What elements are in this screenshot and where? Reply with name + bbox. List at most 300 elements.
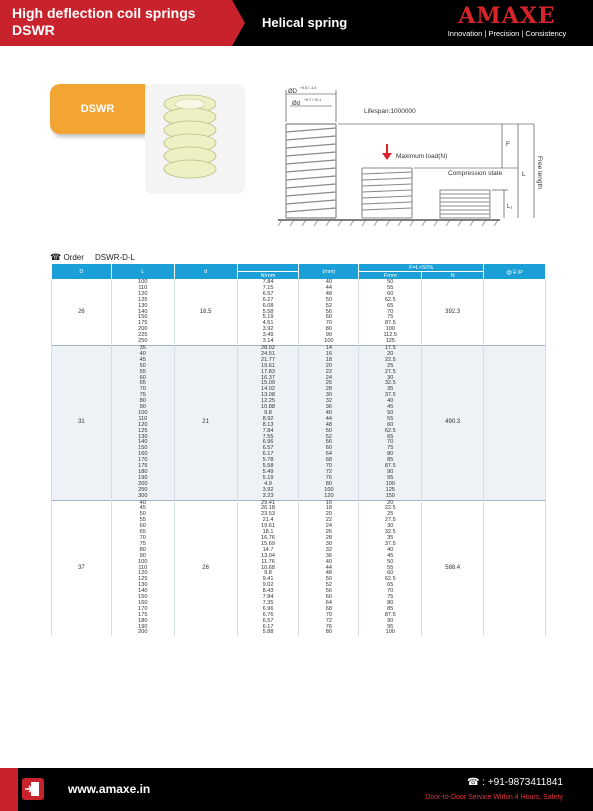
cell-mm: 50 — [299, 298, 359, 304]
cell-rate: 7.84 — [237, 280, 299, 286]
cell-length: 75 — [111, 393, 174, 399]
phone-number-text: +91-9873411841 — [487, 777, 563, 788]
cell-length: 170 — [111, 607, 174, 613]
cell-fmm: 50 — [359, 411, 422, 417]
cell-mm: 80 — [299, 327, 359, 333]
cell-mm: 56 — [299, 440, 359, 446]
footer-accent — [0, 768, 18, 811]
col-header-l: L — [111, 264, 174, 280]
cell-fmm: 20 — [359, 500, 422, 506]
brand-logo — [433, 5, 581, 38]
lifespan-label: Lifespan:1000000 — [364, 108, 416, 115]
footer-bar — [0, 768, 593, 811]
cell-length: 200 — [111, 482, 174, 488]
cell-fmm: 40 — [359, 548, 422, 554]
load-arrow-icon — [382, 153, 392, 160]
cell-mm: 64 — [299, 601, 359, 607]
cell-outer-diameter: 31 — [52, 345, 112, 500]
cell-mm: 16 — [299, 500, 359, 506]
cell-length: 140 — [111, 589, 174, 595]
cell-fmm: 55 — [359, 417, 422, 423]
cell-rate: 7.55 — [237, 435, 299, 441]
cell-length: 130 — [111, 304, 174, 310]
cell-length: 100 — [111, 280, 174, 286]
cell-mm: 70 — [299, 613, 359, 619]
cell-mm: 32 — [299, 548, 359, 554]
cell-mm: 36 — [299, 554, 359, 560]
cell-fmm: 85 — [359, 458, 422, 464]
cell-inner-diameter: 16.5 — [174, 280, 237, 346]
cell-rate: 21.77 — [237, 358, 299, 364]
order-code: DSWR-D-L — [95, 253, 136, 262]
product-label-tab — [50, 84, 145, 134]
cell-length: 120 — [111, 423, 174, 429]
cell-length: 70 — [111, 536, 174, 542]
cell-rate: 7.15 — [237, 286, 299, 292]
cell-fmm: 55 — [359, 566, 422, 572]
col-header-price: @￥/P — [484, 264, 546, 280]
page-title-line2: DSWR — [12, 22, 55, 38]
cell-length: 50 — [111, 364, 174, 370]
cell-fmm: 50 — [359, 560, 422, 566]
cell-length: 150 — [111, 315, 174, 321]
cell-fmm: 35 — [359, 536, 422, 542]
cell-length: 80 — [111, 399, 174, 405]
col-header-d-small: d — [174, 264, 237, 280]
cell-rate: 14.7 — [237, 548, 299, 554]
product-photo — [145, 84, 245, 194]
cell-mm: 52 — [299, 583, 359, 589]
cell-rate: 9.02 — [237, 583, 299, 589]
cell-mm: 32 — [299, 399, 359, 405]
cell-fmm: 50 — [359, 280, 422, 286]
cell-length: 225 — [111, 333, 174, 339]
cell-length: 65 — [111, 381, 174, 387]
cell-rate: 4.51 — [237, 321, 299, 327]
cell-mm: 68 — [299, 607, 359, 613]
cell-rate: 10.68 — [237, 566, 299, 572]
cell-rate: 16.37 — [237, 376, 299, 382]
cell-mm: 64 — [299, 452, 359, 458]
cell-rate: 3.92 — [237, 488, 299, 494]
cell-mm: 24 — [299, 524, 359, 530]
cell-mm: 50 — [299, 429, 359, 435]
cell-rate: 19.61 — [237, 364, 299, 370]
cell-mm: 20 — [299, 364, 359, 370]
cell-rate: 26.18 — [237, 506, 299, 512]
cell-rate: 18.1 — [237, 530, 299, 536]
cell-fmm: 87.5 — [359, 464, 422, 470]
cell-mm: 28 — [299, 387, 359, 393]
cell-mm: 44 — [299, 566, 359, 572]
cell-rate: 29.41 — [237, 500, 299, 506]
cell-mm: 20 — [299, 512, 359, 518]
website-link[interactable]: www.amaxe.in — [68, 782, 151, 796]
cell-mm: 24 — [299, 376, 359, 382]
cell-mm: 76 — [299, 625, 359, 631]
page-subtitle: Helical spring — [262, 15, 348, 30]
cell-rate: 6.17 — [237, 625, 299, 631]
cell-fmm: 30 — [359, 376, 422, 382]
cell-rate: 5.19 — [237, 476, 299, 482]
cell-rate: 6.96 — [237, 607, 299, 613]
cell-length: 190 — [111, 625, 174, 631]
cell-length: 40 — [111, 500, 174, 506]
cell-length: 180 — [111, 470, 174, 476]
cell-length: 125 — [111, 429, 174, 435]
cell-length: 110 — [111, 566, 174, 572]
id-label: Ød — [292, 101, 301, 107]
cell-fmm: 75 — [359, 315, 422, 321]
cell-rate: 6.57 — [237, 446, 299, 452]
cell-length: 50 — [111, 512, 174, 518]
cell-mm: 80 — [299, 482, 359, 488]
cell-mm: 48 — [299, 292, 359, 298]
col-header-mm: (mm) — [299, 264, 359, 280]
loaded-spring-drawing — [362, 168, 412, 218]
cell-length: 140 — [111, 440, 174, 446]
cell-fmm: 37.5 — [359, 393, 422, 399]
cell-fmm: 87.5 — [359, 321, 422, 327]
cell-fmm: 25 — [359, 512, 422, 518]
cell-rate: 9.41 — [237, 577, 299, 583]
cell-length: 60 — [111, 524, 174, 530]
cell-mm: 18 — [299, 506, 359, 512]
cell-mm: 26 — [299, 530, 359, 536]
cell-fmm: 62.5 — [359, 577, 422, 583]
cell-rate: 14.02 — [237, 387, 299, 393]
cell-length: 300 — [111, 494, 174, 500]
cell-rate: 21.4 — [237, 518, 299, 524]
cell-length: 100 — [111, 411, 174, 417]
cell-mm: 50 — [299, 577, 359, 583]
cell-fmm: 65 — [359, 304, 422, 310]
cell-rate: 15.09 — [237, 381, 299, 387]
cell-fmm: 35 — [359, 387, 422, 393]
cell-rate: 7.84 — [237, 429, 299, 435]
cell-rate: 15.69 — [237, 542, 299, 548]
cell-mm: 30 — [299, 542, 359, 548]
cell-rate: 6.76 — [237, 613, 299, 619]
cell-length: 170 — [111, 458, 174, 464]
cell-length: 175 — [111, 464, 174, 470]
cell-rate: 3.23 — [237, 494, 299, 500]
cell-mm: 22 — [299, 518, 359, 524]
cell-rate: 3.14 — [237, 339, 299, 345]
cell-length: 90 — [111, 554, 174, 560]
order-code-line — [50, 252, 135, 263]
cell-mm: 48 — [299, 571, 359, 577]
cell-length: 175 — [111, 613, 174, 619]
cell-mm: 60 — [299, 315, 359, 321]
cell-mm: 120 — [299, 494, 359, 500]
cell-mm: 14 — [299, 345, 359, 351]
cell-fmm: 87.5 — [359, 613, 422, 619]
cell-length: 130 — [111, 435, 174, 441]
cell-fmm: 32.5 — [359, 381, 422, 387]
cell-outer-diameter: 26 — [52, 280, 112, 346]
cell-length: 180 — [111, 619, 174, 625]
col-header-f-group: F=L×50% — [359, 264, 484, 272]
phone-icon: ☎ — [50, 252, 62, 262]
cell-mm: 16 — [299, 352, 359, 358]
cell-rate: 13.04 — [237, 554, 299, 560]
cell-fmm: 27.5 — [359, 370, 422, 376]
cell-fmm: 100 — [359, 327, 422, 333]
exit-door-icon — [20, 776, 46, 802]
service-slogan: Door-to-Door Service Within 4 Hours, Safety — [425, 794, 563, 801]
cell-rate: 13.08 — [237, 393, 299, 399]
cell-rate: 4.9 — [237, 482, 299, 488]
cell-inner-diameter: 26 — [174, 500, 237, 636]
cell-length: 190 — [111, 476, 174, 482]
cell-fmm: 70 — [359, 310, 422, 316]
cell-rate: 6.27 — [237, 298, 299, 304]
cell-load: 490.3 — [422, 345, 484, 500]
header-bar — [0, 0, 593, 46]
cell-rate: 5.49 — [237, 470, 299, 476]
cell-fmm: 22.5 — [359, 506, 422, 512]
cell-length: 55 — [111, 370, 174, 376]
cell-length: 200 — [111, 327, 174, 333]
cell-mm: 76 — [299, 476, 359, 482]
cell-mm: 36 — [299, 405, 359, 411]
cell-fmm: 70 — [359, 589, 422, 595]
cell-rate: 19.61 — [237, 524, 299, 530]
cell-rate: 5.19 — [237, 315, 299, 321]
cell-length: 60 — [111, 376, 174, 382]
cell-mm: 48 — [299, 423, 359, 429]
cell-fmm: 37.5 — [359, 542, 422, 548]
cell-fmm: 80 — [359, 601, 422, 607]
brand-tagline: Innovation | Precision | Consistency — [447, 29, 567, 38]
cell-mm: 100 — [299, 339, 359, 345]
cell-length: 175 — [111, 321, 174, 327]
cell-load: 588.4 — [422, 500, 484, 636]
cell-outer-diameter: 37 — [52, 500, 112, 636]
cell-length: 90 — [111, 405, 174, 411]
order-label: Order — [63, 253, 84, 262]
cell-mm: 44 — [299, 286, 359, 292]
cell-fmm: 55 — [359, 286, 422, 292]
phone-number: ☎ : +91-9873411841 — [467, 777, 563, 788]
cell-length: 70 — [111, 387, 174, 393]
cell-mm: 44 — [299, 417, 359, 423]
cell-length: 110 — [111, 286, 174, 292]
cell-rate: 28.02 — [237, 345, 299, 351]
cell-mm: 56 — [299, 589, 359, 595]
cell-mm: 22 — [299, 370, 359, 376]
cell-length: 160 — [111, 452, 174, 458]
cell-fmm: 80 — [359, 452, 422, 458]
cell-length: 250 — [111, 339, 174, 345]
cell-fmm: 112.5 — [359, 333, 422, 339]
cell-fmm: 85 — [359, 607, 422, 613]
brand-name: AMAXE — [458, 3, 556, 29]
cell-fmm: 27.5 — [359, 518, 422, 524]
cell-fmm: 125 — [359, 488, 422, 494]
cell-length: 150 — [111, 595, 174, 601]
cell-fmm: 60 — [359, 571, 422, 577]
cell-mm: 72 — [299, 470, 359, 476]
cell-load: 392.3 — [422, 280, 484, 346]
od-label: ØD — [288, 89, 297, 95]
cell-fmm: 70 — [359, 440, 422, 446]
cell-length: 160 — [111, 601, 174, 607]
product-label: DSWR — [80, 103, 115, 115]
cell-length: 125 — [111, 298, 174, 304]
cell-mm: 52 — [299, 304, 359, 310]
cell-fmm: 17.5 — [359, 345, 422, 351]
spec-table — [51, 263, 546, 636]
cell-rate: 6.96 — [237, 440, 299, 446]
cell-fmm: 125 — [359, 339, 422, 345]
cell-mm: 90 — [299, 333, 359, 339]
spring-photo-icon — [145, 84, 245, 194]
col-header-d-big: D — [52, 264, 112, 280]
cell-rate: 6.08 — [237, 304, 299, 310]
cell-rate: 17.83 — [237, 370, 299, 376]
cell-mm: 100 — [299, 488, 359, 494]
cell-fmm: 30 — [359, 524, 422, 530]
cell-fmm: 75 — [359, 446, 422, 452]
spring-dimension-diagram — [272, 84, 552, 240]
cell-rate: 6.57 — [237, 292, 299, 298]
cell-length: 40 — [111, 352, 174, 358]
id-tolerance: +0.7 / +0.1 — [304, 98, 322, 102]
cell-rate: 5.58 — [237, 464, 299, 470]
cell-fmm: 150 — [359, 494, 422, 500]
cell-rate: 6.57 — [237, 619, 299, 625]
cell-price — [484, 630, 546, 636]
compressed-spring-drawing — [440, 190, 490, 218]
cell-fmm: 25 — [359, 364, 422, 370]
cell-rate: 9.8 — [237, 411, 299, 417]
cell-rate: 6.17 — [237, 452, 299, 458]
cell-rate: 3.92 — [237, 327, 299, 333]
cell-mm: 70 — [299, 321, 359, 327]
free-spring-drawing — [286, 124, 336, 218]
cell-fmm: 65 — [359, 583, 422, 589]
cell-mm: 28 — [299, 536, 359, 542]
cell-fmm: 45 — [359, 554, 422, 560]
od-tolerance: +0.5 / -1.0 — [300, 86, 317, 90]
page-title — [12, 5, 196, 39]
cell-rate: 10.88 — [237, 405, 299, 411]
cell-length: 120 — [111, 571, 174, 577]
compression-label: Compression state — [448, 170, 503, 177]
cell-length: 45 — [111, 358, 174, 364]
cell-fmm: 62.5 — [359, 298, 422, 304]
cell-rate: 24.51 — [237, 352, 299, 358]
cell-length: 55 — [111, 518, 174, 524]
cell-rate: 23.53 — [237, 512, 299, 518]
l1-label: L₁ — [507, 204, 513, 210]
col-header-n: N — [422, 272, 484, 280]
cell-length: 125 — [111, 577, 174, 583]
cell-rate: 7.35 — [237, 601, 299, 607]
cell-fmm: 32.5 — [359, 530, 422, 536]
cell-fmm: 20 — [359, 352, 422, 358]
l-label: L — [522, 171, 526, 178]
cell-length: 110 — [111, 417, 174, 423]
header-arrow — [232, 0, 245, 46]
ground-hatch — [278, 220, 498, 226]
page-title-line1: High deflection coil springs — [12, 5, 196, 21]
spec-table-body — [52, 280, 546, 637]
cell-rate: 12.25 — [237, 399, 299, 405]
cell-length: 140 — [111, 310, 174, 316]
telephone-icon: ☎ — [467, 777, 480, 788]
cell-length: 130 — [111, 583, 174, 589]
cell-length: 100 — [111, 560, 174, 566]
max-load-label: Maximum load(N) — [396, 153, 448, 160]
cell-fmm: 75 — [359, 595, 422, 601]
cell-fmm: 100 — [359, 630, 422, 636]
cell-fmm: 40 — [359, 399, 422, 405]
cell-mm: 18 — [299, 358, 359, 364]
cell-rate: 9.8 — [237, 571, 299, 577]
cell-rate: 8.92 — [237, 417, 299, 423]
col-header-fmm: Fmm — [359, 272, 422, 280]
cell-length: 120 — [111, 292, 174, 298]
cell-rate: 8.13 — [237, 423, 299, 429]
cell-length: 200 — [111, 630, 174, 636]
cell-length: 250 — [111, 488, 174, 494]
cell-fmm: 90 — [359, 470, 422, 476]
cell-mm: 80 — [299, 630, 359, 636]
cell-mm: 40 — [299, 560, 359, 566]
cell-rate: 16.76 — [237, 536, 299, 542]
cell-inner-diameter: 21 — [174, 345, 237, 500]
cell-fmm: 65 — [359, 435, 422, 441]
cell-rate: 5.78 — [237, 458, 299, 464]
cell-fmm: 60 — [359, 292, 422, 298]
col-header-n-mm: N/mm — [237, 272, 299, 280]
cell-mm: 40 — [299, 411, 359, 417]
cell-rate: 5.58 — [237, 310, 299, 316]
cell-mm: 30 — [299, 393, 359, 399]
free-length-label: Free length — [536, 156, 543, 189]
cell-fmm: 22.5 — [359, 358, 422, 364]
cell-fmm: 90 — [359, 619, 422, 625]
cell-mm: 40 — [299, 280, 359, 286]
f-label: F — [506, 141, 510, 148]
cell-mm: 26 — [299, 381, 359, 387]
cell-fmm: 62.5 — [359, 429, 422, 435]
cell-rate: 5.88 — [237, 630, 299, 636]
cell-rate: 3.49 — [237, 333, 299, 339]
cell-mm: 60 — [299, 595, 359, 601]
cell-rate: 7.84 — [237, 595, 299, 601]
cell-fmm: 45 — [359, 405, 422, 411]
cell-length: 45 — [111, 506, 174, 512]
cell-fmm: 60 — [359, 423, 422, 429]
cell-mm: 60 — [299, 446, 359, 452]
cell-fmm: 95 — [359, 476, 422, 482]
cell-mm: 72 — [299, 619, 359, 625]
cell-mm: 52 — [299, 435, 359, 441]
cell-length: 65 — [111, 530, 174, 536]
cell-length: 150 — [111, 446, 174, 452]
cell-mm: 68 — [299, 458, 359, 464]
cell-fmm: 95 — [359, 625, 422, 631]
cell-mm: 70 — [299, 464, 359, 470]
cell-length: 75 — [111, 542, 174, 548]
cell-length: 35 — [111, 345, 174, 351]
cell-length: 80 — [111, 548, 174, 554]
cell-rate: 11.76 — [237, 560, 299, 566]
